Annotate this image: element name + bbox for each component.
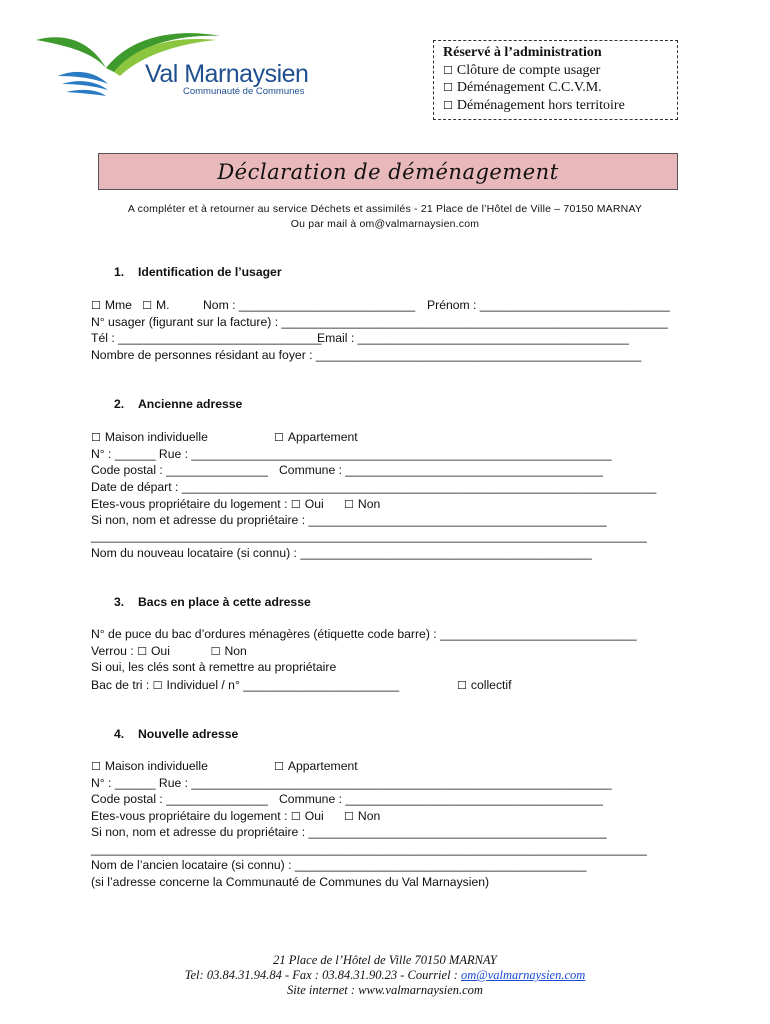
intro-line-2: Ou par mail à om@valmarnaysien.com <box>290 218 480 230</box>
old-cp-field[interactable]: Code postal : _______________ <box>91 463 268 477</box>
old-rue-field[interactable]: N° : ______ Rue : ______________________________________________________________ <box>91 447 612 461</box>
old-blank-line[interactable]: __________________________________________________________________________________ <box>91 529 647 543</box>
foyer-field[interactable]: Nombre de personnes résidant au foyer : ________________________________________________ <box>91 348 642 362</box>
nouveau-locataire-field[interactable]: Nom du nouveau locataire (si connu) : ___________________________________________ <box>91 546 592 560</box>
new-rue-field[interactable]: N° : ______ Rue : ______________________________________________________________ <box>91 776 612 790</box>
prenom-field[interactable]: Prénom : ____________________________ <box>427 298 670 312</box>
new-proprietaire-non[interactable] <box>344 809 358 823</box>
logo-name: Val Marnaysien <box>145 60 309 88</box>
admin-option-hors-territoire[interactable]: ☐ Déménagement hors territoire <box>443 97 677 115</box>
new-proprietaire-address-field[interactable]: Si non, nom et adresse du propriétaire : ____________________________________________ <box>91 825 607 839</box>
new-proprietaire-question: Etes-vous propriétaire du logement : ☐ Oui ☐ Non <box>91 809 380 823</box>
verrou-oui[interactable] <box>137 644 151 658</box>
bac-tri-question: Bac de tri : ☐ Individuel / n° _______________________ <box>91 678 399 692</box>
footer-email-link[interactable]: om@valmarnaysien.com <box>460 968 586 982</box>
old-appartement-checkbox[interactable]: ☐ Appartement <box>274 430 358 444</box>
new-appartement-checkbox[interactable]: ☐ Appartement <box>274 759 358 773</box>
old-proprietaire-address-field[interactable]: Si non, nom et adresse du propriétaire : ____________________________________________ <box>91 513 607 527</box>
bac-individuel-checkbox[interactable] <box>153 678 167 692</box>
verrou-non[interactable] <box>211 644 225 658</box>
admin-option-cloture[interactable]: ☐ Clôture de compte usager <box>443 62 677 80</box>
old-maison-checkbox[interactable]: ☐ Maison individuelle <box>91 430 208 444</box>
cles-note: Si oui, les clés sont à remettre au propriétaire <box>91 660 337 674</box>
new-maison-checkbox[interactable]: ☐ Maison individuelle <box>91 759 208 773</box>
new-commune-field[interactable]: Commune : ______________________________________ <box>279 792 603 806</box>
page-title: Déclaration de déménagement <box>98 153 678 190</box>
bac-collectif-checkbox[interactable]: ☐ collectif <box>457 678 512 692</box>
territory-note: (si l’adresse concerne la Communauté de Communes du Val Marnaysien) <box>91 875 490 889</box>
section-4-heading: 4. Nouvelle adresse <box>114 727 239 741</box>
logo-subtitle: Communauté de Communes <box>183 86 305 97</box>
section-3-heading: 3. Bacs en place à cette adresse <box>114 595 311 609</box>
email-field[interactable]: Email : ________________________________________ <box>317 331 629 345</box>
footer-contact: Tel: 03.84.31.94.84 - Fax : 03.84.31.90.23 - Courriel : om@valmarnaysien.com <box>184 968 586 982</box>
old-proprietaire-question: Etes-vous propriétaire du logement : ☐ Oui ☐ Non <box>91 497 380 511</box>
ancien-locataire-field[interactable]: Nom de l’ancien locataire (si connu) : ___________________________________________ <box>91 858 587 872</box>
m-checkbox[interactable] <box>142 298 156 312</box>
admin-title: Réservé à l’administration <box>443 45 602 60</box>
old-proprietaire-oui[interactable] <box>291 497 305 511</box>
new-cp-field[interactable]: Code postal : _______________ <box>91 792 268 806</box>
intro-line-1: A compléter et à retourner au service Déchets et assimilés - 21 Place de l’Hôtel de Ville – 70150 MARNAY <box>127 203 643 215</box>
new-proprietaire-oui[interactable] <box>291 809 305 823</box>
title-choice: ☐ Mme ☐ M. <box>91 298 170 312</box>
usager-number-field[interactable]: N° usager (figurant sur la facture) : _________________________________________________________ <box>91 315 668 329</box>
old-proprietaire-non[interactable] <box>344 497 358 511</box>
tel-field[interactable]: Tél : ______________________________ <box>91 331 322 345</box>
footer-website: Site internet : www.valmarnaysien.com <box>287 983 483 997</box>
admin-reserved-box <box>433 40 678 120</box>
new-blank-line[interactable]: __________________________________________________________________________________ <box>91 842 647 856</box>
puce-field[interactable]: N° de puce du bac d’ordures ménagères (étiquette code barre) : _____________________________ <box>91 627 637 641</box>
verrou-question: Verrou : ☐ Oui ☐ Non <box>91 644 247 658</box>
admin-option-ccvm[interactable]: ☐ Déménagement C.C.V.M. <box>443 79 677 97</box>
footer-address: 21 Place de l’Hôtel de Ville 70150 MARNAY <box>273 953 497 967</box>
old-commune-field[interactable]: Commune : ______________________________________ <box>279 463 603 477</box>
section-2-heading: 2. Ancienne adresse <box>114 397 243 411</box>
date-depart-field[interactable]: Date de départ : ______________________________________________________________________ <box>91 480 657 494</box>
mme-checkbox[interactable] <box>91 298 105 312</box>
section-1-heading: 1. Identification de l’usager <box>114 265 282 279</box>
nom-field[interactable]: Nom : __________________________ <box>203 298 416 312</box>
